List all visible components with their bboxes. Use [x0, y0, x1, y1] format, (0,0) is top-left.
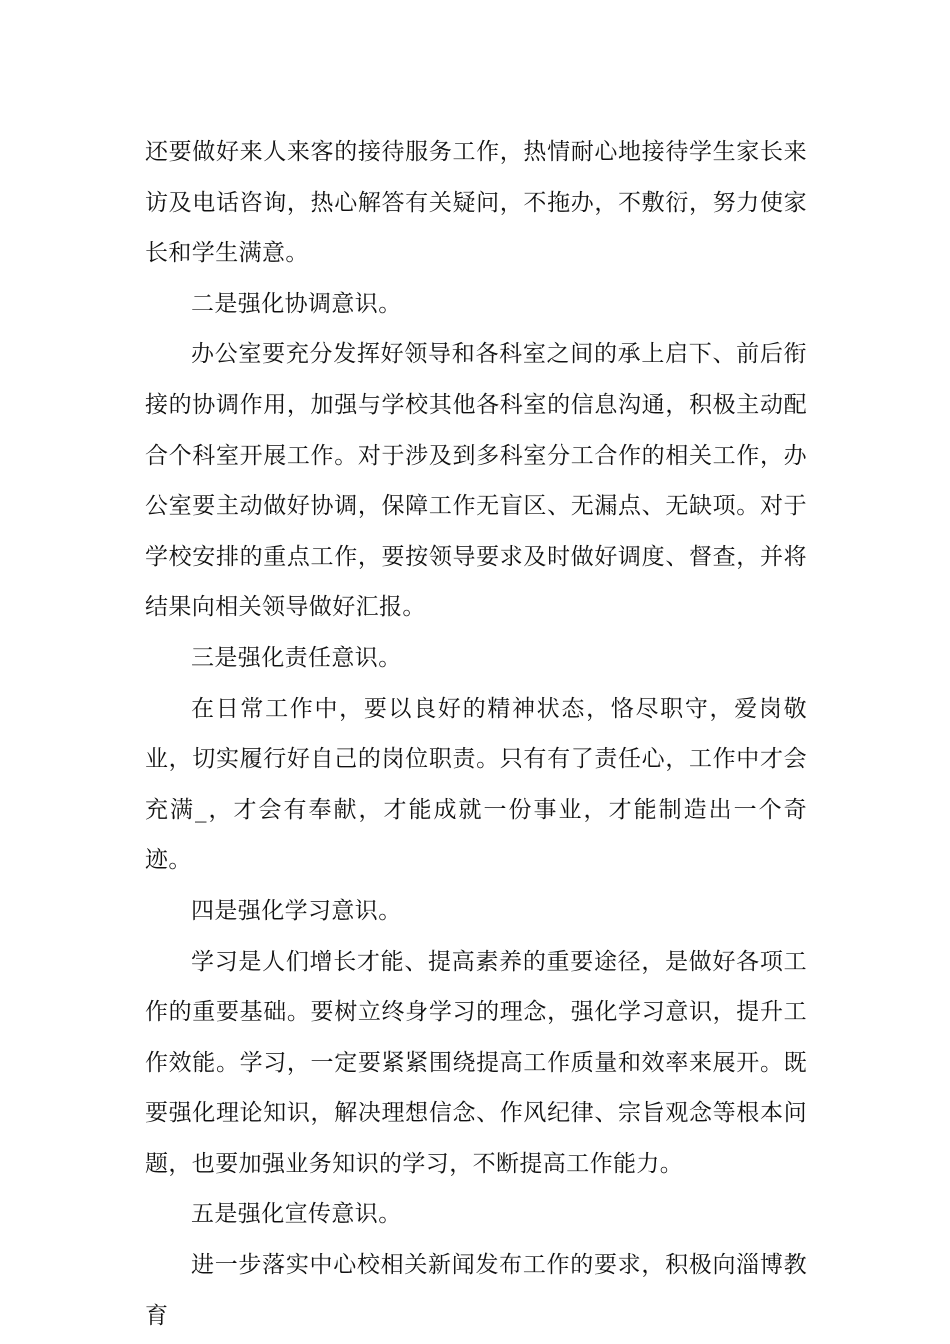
- paragraph-responsibility: 在日常工作中，要以良好的精神状态，恪尽职守，爱岗敬业，切实履行好自己的岗位职责。只有有了责任心，工作中才会充满_，才会有奉献，才能成就一份事业，才能制造出一个奇迹。: [145, 695, 807, 874]
- heading-coordination-awareness: 二是强化协调意识。: [191, 290, 402, 317]
- paragraph-coordination: 办公室要充分发挥好领导和各科室之间的承上启下、前后衔接的协调作用，加强与学校其他各科室的信息沟通，积极主动配合个科室开展工作。对于涉及到多科室分工合作的相关工作，办公室要主动做好协调，保障工作无盲区、无漏点、无缺项。对于学校安排的重点工作，要按领导要求及时做好调度、督查，并将结果向相关领导做好汇报。: [145, 341, 807, 621]
- heading-publicity-awareness: 五是强化宣传意识。: [191, 1201, 402, 1228]
- paragraph-learning: 学习是人们增长才能、提高素养的重要途径，是做好各项工作的重要基础。要树立终身学习的理念，强化学习意识，提升工作效能。学习，一定要紧紧围绕提高工作质量和效率来展开。既要强化理论知识，解决理想信念、作风纪律、宗旨观念等根本问题，也要加强业务知识的学习，不断提高工作能力。: [145, 948, 807, 1177]
- document-body: [145, 127, 807, 1341]
- paragraph-reception-service: 还要做好来人来客的接待服务工作，热情耐心地接待学生家长来访及电话咨询，热心解答有关疑问，不拖办，不敷衍，努力使家长和学生满意。: [145, 139, 807, 267]
- heading-learning-awareness: 四是强化学习意识。: [191, 897, 402, 924]
- paragraph-publicity: 进一步落实中心校相关新闻发布工作的要求，积极向淄博教育: [145, 1252, 807, 1329]
- heading-responsibility-awareness: 三是强化责任意识。: [191, 644, 402, 671]
